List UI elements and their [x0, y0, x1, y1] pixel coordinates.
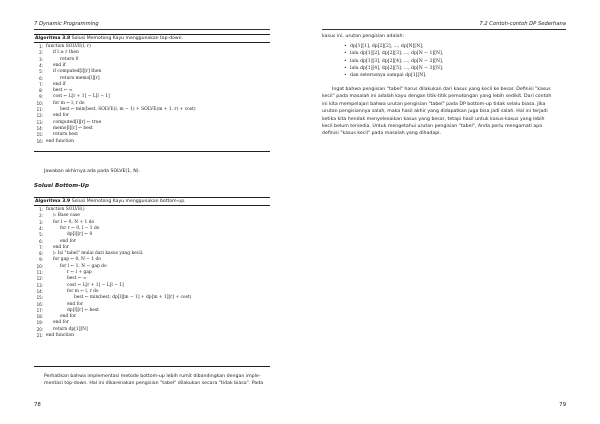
line-number: 7: [39, 244, 43, 250]
line-number: 12: [36, 276, 43, 282]
code-text: for l ← 0, N + 1 do [53, 219, 95, 225]
left-page-number: 78 [34, 402, 41, 408]
line-number: 5: [39, 69, 43, 75]
line-number: 9: [39, 257, 43, 263]
answer-note: Jawaban akhirnya ada pada SOLVE(1, N). [44, 169, 141, 174]
code-text: end for [53, 244, 69, 250]
line-number: 11: [36, 107, 43, 112]
line-number: 21: [36, 333, 43, 338]
algorithm-caption-text: Solusi Memotong Kayu menggunakan bottom-up. [71, 199, 186, 204]
line-number: 3: [39, 56, 43, 62]
paragraph-line: kecil" pada masalah ini adalah kayu dengan titik-titik pemotongan yang lebih sedikit. Dari contoh [322, 94, 552, 100]
line-number: 4: [39, 62, 43, 68]
explanation-paragraph [322, 86, 572, 138]
line-number: 6: [39, 75, 43, 81]
code-text: r ← l + gap [67, 270, 92, 275]
closing-paragraph [44, 373, 270, 388]
line-number: 13: [36, 282, 43, 288]
line-number: 13: [36, 119, 43, 125]
line-number: 15: [36, 295, 43, 301]
intro-line: kasus ini, urutan pengisian adalah: [322, 34, 405, 39]
right-page-number: 79 [559, 402, 566, 408]
paragraph-line: Perhatikan bahwa implementasi metode bottom-up lebih rumit dibandingkan dengan imple- [44, 374, 261, 379]
line-number: 8: [39, 88, 43, 94]
algorithm-line [34, 333, 270, 339]
code-text: return best [53, 132, 79, 138]
list-item: • lalu dp[1][4], dp[2][5], ..., dp[N − 3][N], [344, 65, 444, 71]
code-text: end for [60, 314, 76, 320]
paragraph-line: Ingat bahwa pengisian "tabel" harus dilakukan dari kasus yang kecil ke besar. Definisi "kasus [332, 87, 551, 92]
right-page [300, 0, 600, 424]
code-text: end if [53, 62, 66, 68]
paragraph-line: kecil belum tersedia. Untuk mengetahui urutan pengisian "tabel", Anda perlu mengamati apa [322, 124, 543, 130]
line-number: 4: [39, 225, 43, 231]
list-item: • lalu dp[1][2], dp[2][3], ..., dp[N − 1][N], [344, 51, 444, 57]
line-number: 14: [36, 288, 43, 294]
left-header-rule [34, 29, 270, 30]
line-number: 14: [36, 125, 43, 131]
code-text: ▷ Isi "tabel" mulai dari kasus yang kecil. [53, 251, 144, 257]
code-text: end function [46, 333, 75, 338]
paragraph-line: urutan pengisiannya salah, maka hasil akhir yang didapatkan juga bisa jadi salah. Hal ini terjadi [322, 109, 548, 115]
line-number: 5: [39, 232, 43, 238]
list-item: • dp[1][1], dp[2][2], ..., dp[N][N], [344, 44, 424, 49]
algorithm-caption [34, 198, 270, 206]
code-text: return memo[l][r] [60, 75, 100, 81]
algorithm-label: Algoritma 3.9 [35, 199, 71, 204]
code-text: best ← ∞ [53, 88, 73, 94]
line-number: 6: [39, 238, 43, 244]
code-text: for l ← 1, N − gap do [60, 263, 107, 269]
list-item: • dan seterusnya sampai dp[1][N]. [344, 73, 427, 79]
paragraph-line: ini kita mempelajari bahwa urutan pengisian "tabel" pada DP bottom-up tidak selalu biasa. Jika [322, 101, 546, 107]
right-running-header: 7.2 Contoh-contoh DP Sederhana [479, 21, 566, 27]
line-number: 1: [39, 44, 43, 49]
paragraph-line: definisi "kasus kecil" pada masalah yang dihadapi. [322, 131, 441, 137]
line-number: 17: [36, 307, 43, 313]
code-text: for m ← l, r do [67, 288, 99, 294]
line-number: 16: [36, 138, 43, 144]
code-text: memo[l][r] ← best [53, 125, 93, 131]
bullet-icon: • [344, 58, 347, 64]
line-number: 18: [36, 314, 43, 320]
bullet-icon: • [344, 44, 347, 49]
paragraph-line: ketika kita hendak menyelesaikan kasus yang besar, tetapi hasil untuk kasus-kasus yang lebih [322, 116, 545, 122]
code-text: end for [53, 113, 69, 119]
code-text: best ← min(best, SOLVE(l, m − 1) + SOLVE(m + 1, r) + cost) [60, 107, 196, 112]
algorithm-caption-text: Solusi Memotong Kayu menggunakan top-down. [71, 36, 184, 41]
code-text: end if [53, 81, 66, 87]
code-text: for r ← 0, l − 1 do [60, 225, 100, 231]
line-number: 10: [36, 100, 43, 106]
code-text: best ← min(best, dp[l][m − 1] + dp[m + 1][r] + cost) [74, 295, 192, 301]
line-number: 2: [39, 50, 43, 56]
code-text: if l ≥ r then [53, 50, 79, 56]
line-number: 16: [36, 301, 43, 307]
code-text: function SOLVE(l, r) [46, 44, 91, 49]
code-text: function SOLVE() [46, 207, 85, 212]
line-number: 11: [36, 270, 43, 275]
code-text: end for [60, 238, 76, 244]
line-number: 1: [39, 207, 43, 212]
code-text: end for [53, 320, 69, 326]
line-number: 3: [39, 219, 43, 225]
list-item: • lalu dp[1][3], dp[2][4], ..., dp[N − 2][N], [344, 58, 444, 64]
paragraph-line: mentasi top-down. Hal ini dikarenakan pengisian "tabel" dilakukan secara "tidak biasa". Pada [44, 381, 264, 387]
algorithm-box-top-down [34, 34, 270, 152]
line-number: 20: [36, 326, 43, 332]
line-number: 8: [39, 251, 43, 257]
line-number: 7: [39, 81, 43, 87]
line-number: 12: [36, 113, 43, 119]
bullet-icon: • [344, 65, 347, 71]
code-text: return dp[1][N] [53, 326, 88, 332]
algorithm-line [34, 139, 270, 145]
code-text: ▷ Base case [53, 213, 80, 219]
code-text: for gap ← 0, N − 1 do [53, 257, 102, 263]
algorithm-label: Algoritma 3.8 [35, 36, 71, 41]
algorithm-box-bottom-up [34, 197, 270, 367]
bullet-icon: • [344, 73, 347, 79]
code-text: if computed[l][r] then [53, 69, 102, 75]
code-text: dp[l][r] ← best [67, 307, 99, 313]
code-text: for m ← l, r do [53, 100, 85, 106]
line-number: 2: [39, 213, 43, 219]
code-text: cost ← L[r + 1] − L[l − 1] [67, 282, 124, 288]
line-number: 9: [39, 94, 43, 100]
section-title: Solusi Bottom-Up [34, 183, 89, 189]
code-text: dp[l][r] ← 0 [67, 232, 93, 238]
code-text: cost ← L[r + 1] − L[l − 1] [53, 94, 110, 100]
line-number: 15: [36, 132, 43, 138]
code-text: computed[l][r] ← true [53, 119, 102, 125]
code-text: return 0 [60, 56, 79, 62]
code-text: end function [46, 138, 75, 144]
code-text: end for [67, 301, 83, 307]
line-number: 19: [36, 320, 43, 326]
line-number: 10: [36, 263, 43, 269]
right-header-rule [322, 29, 566, 30]
bullet-icon: • [344, 51, 347, 57]
algorithm-caption [34, 35, 270, 43]
fill-order-list [344, 43, 443, 79]
left-running-header: 7 Dynamic Programming [34, 21, 99, 27]
code-text: best ← ∞ [67, 276, 87, 282]
